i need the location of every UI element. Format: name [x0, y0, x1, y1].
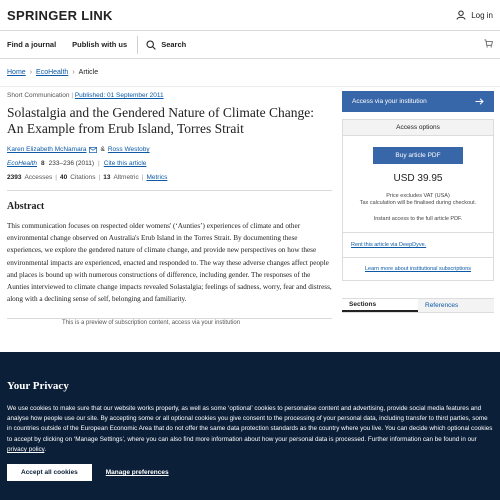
- accesses-label: Accesses: [24, 174, 53, 181]
- citations-label: Citations: [70, 174, 96, 181]
- buy-article-pdf-button[interactable]: Buy article PDF: [373, 147, 463, 164]
- author-link[interactable]: Ross Westoby: [107, 146, 150, 153]
- privacy-banner: [0, 352, 500, 500]
- accept-all-cookies-button[interactable]: Accept all cookies: [7, 464, 92, 481]
- cart-button[interactable]: [484, 39, 493, 50]
- altmetric-count: 13: [103, 174, 111, 181]
- chevron-right-icon: ›: [72, 69, 75, 76]
- citations-count: 40: [60, 174, 68, 181]
- metrics-divider: |: [141, 174, 144, 181]
- login-link[interactable]: [456, 10, 493, 20]
- preview-note: This is a preview of subscription content, access via your institution: [7, 318, 332, 326]
- author-link[interactable]: Karen Elizabeth McNamara: [7, 146, 87, 153]
- email-icon[interactable]: [89, 147, 97, 153]
- vat-line: Price excludes VAT (USA): [386, 193, 450, 199]
- meta-divider: |: [98, 160, 100, 167]
- top-bar: [0, 0, 500, 31]
- access-options-box: [342, 119, 494, 281]
- author-separator: &: [100, 146, 105, 153]
- breadcrumb: [0, 59, 500, 87]
- login-label: Log in: [471, 10, 493, 20]
- arrow-right-icon: [475, 98, 484, 105]
- tax-line: Tax calculation will be finalised during checkout.: [359, 200, 477, 206]
- privacy-end: .: [44, 445, 47, 453]
- vat-note: [351, 193, 485, 207]
- tab-references[interactable]: References: [418, 299, 494, 312]
- article-type: Short Communication: [7, 92, 70, 99]
- pages: 233–236 (2011): [48, 160, 95, 167]
- nav-divider: [137, 36, 138, 54]
- breadcrumb-home[interactable]: Home: [7, 69, 26, 76]
- manage-preferences-button[interactable]: Manage preferences: [105, 469, 169, 477]
- article-title: Solastalgia and the Gendered Nature of Climate Change: An Example from Erub Island, Torres Strait: [7, 105, 315, 136]
- journal-link[interactable]: EcoHealth: [7, 160, 37, 167]
- meta-divider: |: [71, 92, 74, 99]
- journal-line: [7, 160, 332, 167]
- tab-sections[interactable]: Sections: [342, 299, 418, 312]
- access-sidebar: [342, 91, 494, 313]
- abstract-text: This communication focuses on respected older womens' (‘Aunties’) experiences of climate and other environmental change observed on Australia's Erub Island in the Torres Strait. By documenting these experiences, we explore the gendered nature of climate change, and provide new perspectives on how these environmental impacts are experienced, enacted and responded to. The way these adverse changes affect people and places is bound up with numerous constructions of difference, including gender. The responses of the Aunties interviewed to climate change impacts revealed Solastalgia; feelings of sadness, worry, fear and distress, along with a declining sense of self, belonging and familiarity.: [7, 222, 332, 304]
- search-button[interactable]: [146, 40, 186, 50]
- breadcrumb-journal[interactable]: EcoHealth: [36, 69, 69, 76]
- instant-access-note: Instant access to the full article PDF.: [373, 216, 463, 222]
- article-main: [7, 88, 332, 326]
- cite-article-link[interactable]: Cite this article: [103, 160, 147, 167]
- volume: 8: [41, 160, 45, 167]
- user-icon: [456, 10, 466, 20]
- rent-deepdyve-link[interactable]: Rent this article via DeepDyve.: [351, 242, 427, 248]
- cart-icon: [484, 39, 493, 48]
- buy-article-panel: [343, 136, 493, 232]
- published-date-link[interactable]: Published: 01 September 2011: [74, 92, 164, 99]
- privacy-policy-link[interactable]: privacy policy: [7, 445, 45, 453]
- breadcrumb-current: Article: [78, 69, 99, 76]
- privacy-actions: [7, 464, 493, 481]
- author-list: [7, 146, 332, 153]
- search-icon: [146, 40, 156, 50]
- accesses-count: 2393: [7, 174, 22, 181]
- institutional-panel: [343, 257, 493, 280]
- metrics-divider: |: [55, 174, 57, 181]
- privacy-text: [7, 404, 493, 455]
- nav-bar: [0, 31, 500, 59]
- article-meta: [7, 92, 332, 99]
- find-journal-link[interactable]: Find a journal: [7, 40, 57, 49]
- section-divider: [7, 190, 332, 191]
- springer-link-logo[interactable]: SPRINGER LINK: [7, 7, 113, 23]
- rent-panel: [343, 232, 493, 257]
- metrics-divider: |: [98, 174, 101, 181]
- article-price: USD 39.95: [393, 173, 443, 184]
- altmetric-label: Altmetric: [113, 174, 139, 181]
- metrics-link[interactable]: Metrics: [146, 174, 168, 181]
- institutional-subscriptions-link[interactable]: Learn more about institutional subscriptions: [364, 266, 472, 272]
- search-label: Search: [161, 40, 187, 49]
- sidebar-tabs: [342, 298, 494, 313]
- access-label: Access via your institution: [352, 98, 427, 105]
- publish-with-us-link[interactable]: Publish with us: [72, 40, 128, 49]
- privacy-title: Your Privacy: [7, 380, 69, 392]
- metrics-line: [7, 174, 332, 181]
- abstract-heading: Abstract: [7, 201, 45, 212]
- privacy-body: We use cookies to make sure that our website works properly, as well as some ‘optional’ cookies to personalise content and advertising, provide social media features and analyse how people use our site. By accepting some or all optional cookies you give consent to the processing of your personal data, including transfer to third parties, some in countries outside of the European Economic Area that do not offer the same data protection standards as the country where you live. You can decide which optional cookies to accept by clicking on ‘Manage Settings’, where you can also find more information about how your personal data is processed. Further information can be found in our: [7, 405, 493, 443]
- chevron-right-icon: ›: [29, 69, 33, 76]
- access-via-institution-button[interactable]: [342, 91, 494, 112]
- access-options-heading: Access options: [343, 120, 493, 136]
